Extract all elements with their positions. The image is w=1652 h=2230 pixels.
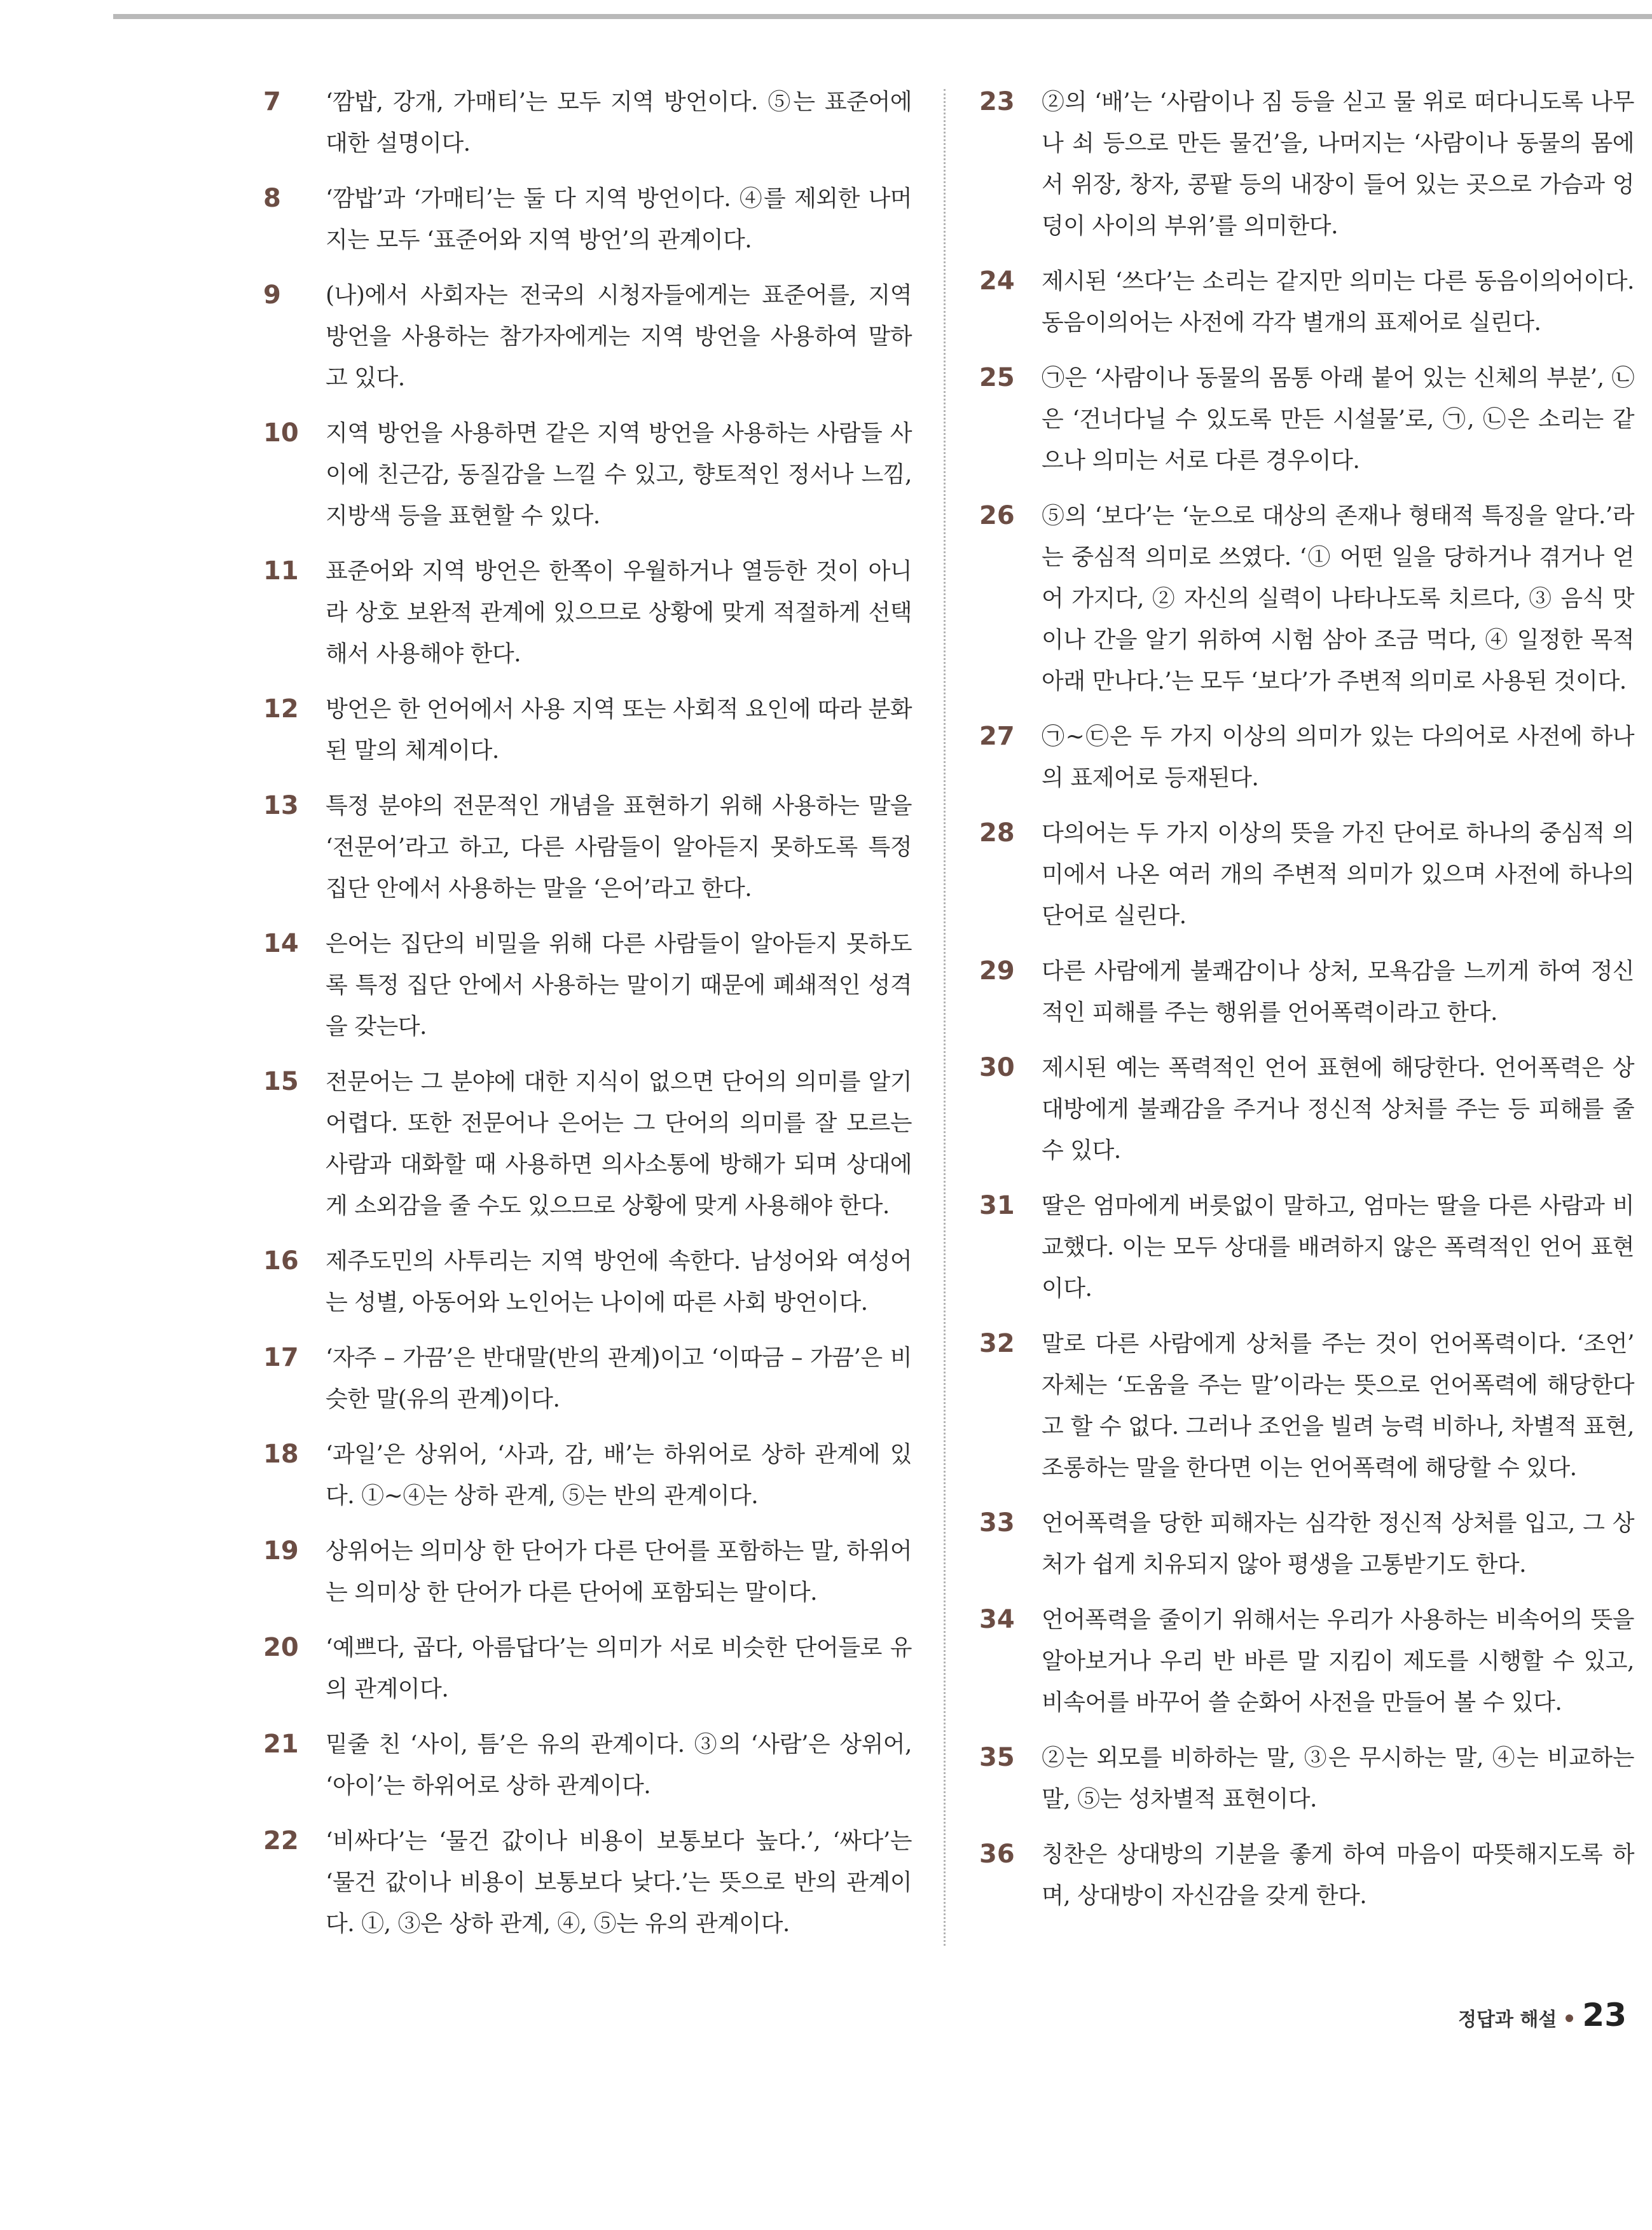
- answer-number: 10: [263, 418, 299, 448]
- answer-item: [263, 1241, 912, 1323]
- answer-number: 34: [979, 1605, 1015, 1634]
- page-footer: [1458, 1997, 1627, 2034]
- answer-text: 지역 방언을 사용하면 같은 지역 방언을 사용하는 사람들 사이에 친근감, 동질감을 느낄 수 있고, 향토적인 정서나 느낌, 지방색 등을 표현할 수 있다.: [326, 420, 912, 529]
- answer-number: 35: [979, 1743, 1015, 1772]
- answer-text: (나)에서 사회자는 전국의 시청자들에게는 표준어를, 지역 방언을 사용하는 참가자에게는 지역 방언을 사용하여 말하고 있다.: [326, 282, 912, 391]
- answer-item: [263, 1627, 912, 1710]
- answer-item: [979, 261, 1634, 343]
- answer-item: [263, 1061, 912, 1227]
- answer-number: 21: [263, 1730, 299, 1759]
- answer-item: [263, 1820, 912, 1944]
- answer-number: 14: [263, 929, 299, 958]
- answer-number: 7: [263, 87, 281, 116]
- answer-item: [979, 1503, 1634, 1585]
- answer-text: ‘깜밥’과 ‘가매티’는 둘 다 지역 방언이다. ④를 제외한 나머지는 모두 ‘표준어와 지역 방언’의 관계이다.: [326, 186, 912, 253]
- answer-item: [263, 275, 912, 399]
- answer-text: 다의어는 두 가지 이상의 뜻을 가진 단어로 하나의 중심적 의미에서 나온 여러 개의 주변적 의미가 있으며 사전에 하나의 단어로 실린다.: [1042, 820, 1634, 929]
- answer-item: [979, 357, 1634, 481]
- answer-number: 12: [263, 694, 299, 724]
- answer-item: [979, 1185, 1634, 1309]
- answer-text: 칭찬은 상대방의 기분을 좋게 하여 마음이 따뜻해지도록 하며, 상대방이 자신감을 갖게 한다.: [1042, 1841, 1634, 1909]
- answer-item: [263, 785, 912, 909]
- answer-number: 28: [979, 818, 1015, 848]
- answer-number: 27: [979, 722, 1015, 751]
- answer-item: [979, 1737, 1634, 1820]
- answer-item: [979, 81, 1634, 247]
- answer-item: [979, 1834, 1634, 1917]
- answer-number: 8: [263, 184, 281, 213]
- answer-number: 19: [263, 1536, 299, 1566]
- answer-number: 25: [979, 363, 1015, 392]
- answer-number: 16: [263, 1246, 299, 1276]
- top-rule: [113, 14, 1652, 19]
- answer-number: 9: [263, 280, 281, 310]
- answer-text: 제주도민의 사투리는 지역 방언에 속한다. 남성어와 여성어는 성별, 아동어와 노인어는 나이에 따른 사회 방언이다.: [326, 1248, 912, 1316]
- answer-text: 밑줄 친 ‘사이, 틈’은 유의 관계이다. ③의 ‘사람’은 상위어, ‘아이’는 하위어로 상하 관계이다.: [326, 1731, 912, 1799]
- answer-text: 전문어는 그 분야에 대한 지식이 없으면 단어의 의미를 알기 어렵다. 또한 전문어나 은어는 그 단어의 의미를 잘 모르는 사람과 대화할 때 사용하면 의사소통에 방해가 되며 상대에게 소외감을 줄 수도 있으므로 상황에 맞게 사용해야 한다.: [326, 1069, 912, 1219]
- answer-number: 23: [979, 87, 1015, 116]
- answer-text: ‘깜밥, 강개, 가매티’는 모두 지역 방언이다. ⑤는 표준어에 대한 설명이다.: [326, 89, 912, 156]
- answer-text: 상위어는 의미상 한 단어가 다른 단어를 포함하는 말, 하위어는 의미상 한 단어가 다른 단어에 포함되는 말이다.: [326, 1538, 912, 1606]
- answer-text: 말로 다른 사람에게 상처를 주는 것이 언어폭력이다. ‘조언’ 자체는 ‘도움을 주는 말’이라는 뜻으로 언어폭력에 해당한다고 할 수 없다. 그러나 조언을 빌려 능력 비하나, 차별적 표현, 조롱하는 말을 한다면 이는 언어폭력에 해당할 수 있다.: [1042, 1331, 1634, 1481]
- answer-item: [979, 716, 1634, 799]
- answer-number: 31: [979, 1191, 1015, 1220]
- answer-number: 18: [263, 1440, 299, 1469]
- answer-text: 표준어와 지역 방언은 한쪽이 우월하거나 열등한 것이 아니라 상호 보완적 관계에 있으므로 상황에 맞게 적절하게 선택해서 사용해야 한다.: [326, 558, 912, 667]
- answer-number: 32: [979, 1329, 1015, 1358]
- answer-item: [263, 551, 912, 675]
- answer-item: [979, 1599, 1634, 1723]
- answer-text: 딸은 엄마에게 버릇없이 말하고, 엄마는 딸을 다른 사람과 비교했다. 이는 모두 상대를 배려하지 않은 폭력적인 언어 표현이다.: [1042, 1193, 1634, 1302]
- answer-number: 36: [979, 1840, 1015, 1869]
- bullet-dot-icon: [1566, 2014, 1573, 2022]
- answer-item: [263, 81, 912, 164]
- answer-number: 29: [979, 956, 1015, 986]
- answer-text: ‘예쁘다, 곱다, 아름답다’는 의미가 서로 비슷한 단어들로 유의 관계이다.: [326, 1635, 912, 1702]
- answer-item: [263, 413, 912, 537]
- answer-text: ‘자주 – 가끔’은 반대말(반의 관계)이고 ‘이따금 – 가끔’은 비슷한 말(유의 관계)이다.: [326, 1345, 912, 1412]
- answer-item: [263, 1337, 912, 1420]
- answer-text: ⑤의 ‘보다’는 ‘눈으로 대상의 존재나 형태적 특징을 알다.’라는 중심적 의미로 쓰였다. ‘① 어떤 일을 당하거나 겪거나 얻어 가지다, ② 자신의 실력이 나타나도록 치르다, ③ 음식 맛이나 간을 알기 위하여 시험 삼아 조금 먹다, ④ 일정한 목적 아래 만나다.’는 모두 ‘보다’가 주변적 의미로 사용된 것이다.: [1042, 503, 1634, 694]
- answer-text: ‘과일’은 상위어, ‘사과, 감, 배’는 하위어로 상하 관계에 있다. ①~④는 상하 관계, ⑤는 반의 관계이다.: [326, 1442, 912, 1509]
- answer-item: [263, 923, 912, 1047]
- answer-number: 13: [263, 791, 299, 820]
- answer-text: ②는 외모를 비하하는 말, ③은 무시하는 말, ④는 비교하는 말, ⑤는 성차별적 표현이다.: [1042, 1745, 1634, 1812]
- answer-text: 특정 분야의 전문적인 개념을 표현하기 위해 사용하는 말을 ‘전문어’라고 하고, 다른 사람들이 알아듣지 못하도록 특정 집단 안에서 사용하는 말을 ‘은어’라고 한다.: [326, 793, 912, 902]
- answer-column-left: [263, 81, 912, 1944]
- answer-number: 24: [979, 266, 1015, 296]
- answer-number: 26: [979, 501, 1015, 530]
- answer-text: 은어는 집단의 비밀을 위해 다른 사람들이 알아듣지 못하도록 특정 집단 안에서 사용하는 말이기 때문에 폐쇄적인 성격을 갖는다.: [326, 931, 912, 1040]
- answer-number: 17: [263, 1343, 299, 1372]
- answer-number: 20: [263, 1633, 299, 1662]
- answer-item: [263, 178, 912, 261]
- answer-text: 언어폭력을 당한 피해자는 심각한 정신적 상처를 입고, 그 상처가 쉽게 치유되지 않아 평생을 고통받기도 한다.: [1042, 1510, 1634, 1578]
- answer-item: [263, 1531, 912, 1613]
- answer-text: 제시된 ‘쓰다’는 소리는 같지만 의미는 다른 동음이의어이다. 동음이의어는 사전에 각각 별개의 표제어로 실린다.: [1042, 268, 1634, 336]
- answer-item: [263, 1434, 912, 1517]
- answer-text: ㉠은 ‘사람이나 동물의 몸통 아래 붙어 있는 신체의 부분’, ㉡은 ‘건너다닐 수 있도록 만든 시설물’로, ㉠, ㉡은 소리는 같으나 의미는 서로 다른 경우이다.: [1042, 365, 1634, 474]
- column-divider: [944, 89, 946, 1946]
- answer-column-right: [979, 81, 1634, 1917]
- footer-section-label: 정답과 해설: [1458, 2009, 1557, 2031]
- answer-item: [979, 813, 1634, 937]
- answer-text: 다른 사람에게 불쾌감이나 상처, 모욕감을 느끼게 하여 정신적인 피해를 주는 행위를 언어폭력이라고 한다.: [1042, 958, 1634, 1026]
- answer-text: 방언은 한 언어에서 사용 지역 또는 사회적 요인에 따라 분화된 말의 체계이다.: [326, 696, 912, 764]
- answer-item: [263, 1724, 912, 1807]
- answer-item: [979, 1047, 1634, 1171]
- answer-number: 15: [263, 1067, 299, 1096]
- answer-text: 언어폭력을 줄이기 위해서는 우리가 사용하는 비속어의 뜻을 알아보거나 우리 반 바른 말 지킴이 제도를 시행할 수 있고, 비속어를 바꾸어 쓸 순화어 사전을 만들어 볼 수 있다.: [1042, 1607, 1634, 1716]
- answer-number: 33: [979, 1508, 1015, 1538]
- page-number: 23: [1582, 1997, 1627, 2034]
- answer-number: 22: [263, 1826, 299, 1855]
- answer-item: [979, 1323, 1634, 1489]
- answer-number: 30: [979, 1053, 1015, 1082]
- answer-text: ㉠~㉢은 두 가지 이상의 의미가 있는 다의어로 사전에 하나의 표제어로 등재된다.: [1042, 724, 1634, 791]
- answer-number: 11: [263, 556, 299, 586]
- answer-text: ②의 ‘배’는 ‘사람이나 짐 등을 싣고 물 위로 떠다니도록 나무나 쇠 등으로 만든 물건’을, 나머지는 ‘사람이나 동물의 몸에서 위장, 창자, 콩팥 등의 내장이 들어 있는 곳으로 가슴과 엉덩이 사이의 부위’를 의미한다.: [1042, 89, 1634, 239]
- answer-text: ‘비싸다’는 ‘물건 값이나 비용이 보통보다 높다.’, ‘싸다’는 ‘물건 값이나 비용이 보통보다 낮다.’는 뜻으로 반의 관계이다. ①, ③은 상하 관계, ④, ⑤는 유의 관계이다.: [326, 1828, 912, 1937]
- answer-text: 제시된 예는 폭력적인 언어 표현에 해당한다. 언어폭력은 상대방에게 불쾌감을 주거나 정신적 상처를 주는 등 피해를 줄 수 있다.: [1042, 1055, 1634, 1164]
- answer-item: [263, 689, 912, 771]
- answer-item: [979, 495, 1634, 702]
- answer-item: [979, 951, 1634, 1033]
